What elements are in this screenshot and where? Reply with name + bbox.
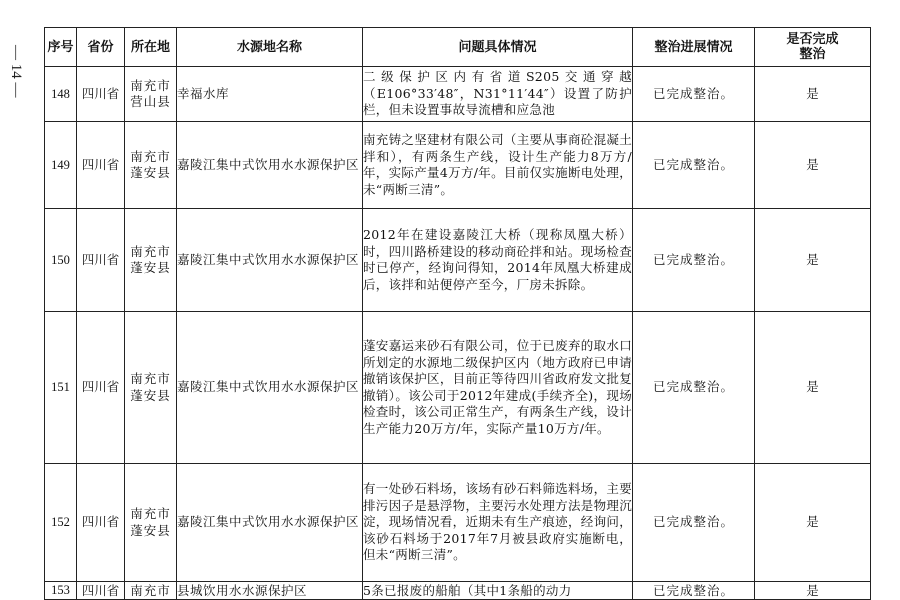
cell-water-source: 嘉陵江集中式饮用水水源保护区 [177, 464, 363, 582]
page-number: — 14 — [8, 44, 24, 98]
header-water-source: 水源地名称 [177, 28, 363, 67]
cell-province: 四川省 [77, 312, 125, 464]
cell-progress: 已完成整治。 [633, 67, 755, 122]
cell-location: 南充市蓬安县 [125, 464, 177, 582]
rectification-table [44, 27, 871, 600]
cell-serial: 149 [45, 122, 77, 209]
cell-serial: 150 [45, 209, 77, 312]
cell-water-source: 幸福水库 [177, 67, 363, 122]
cell-progress: 已完成整治。 [633, 582, 755, 600]
table-row [45, 67, 871, 122]
table-row [45, 209, 871, 312]
cell-completed: 是 [755, 312, 871, 464]
cell-issue: 5条已报废的船舶（其中1条船的动力 [363, 582, 633, 600]
header-location: 所在地 [125, 28, 177, 67]
header-progress: 整治进展情况 [633, 28, 755, 67]
cell-issue: 2012年在建设嘉陵江大桥（现称凤凰大桥）时，四川路桥建设的移动商砼拌和站。现场检查时已停产，经询问得知，2014年凤凰大桥建成后，该拌和站便停产至今，厂房未拆除。 [363, 209, 633, 312]
cell-province: 四川省 [77, 464, 125, 582]
cell-issue: 蓬安嘉运来砂石有限公司，位于已废弃的取水口所划定的水源地二级保护区内（地方政府已申请撤销该保护区，目前正等待四川省政府发文批复撤销）。该公司于2012年建成(手续齐全)，现场检查时，该公司正常生产，有两条生产线，设计生产能力20万方/年，实际产量10万方/年。 [363, 312, 633, 464]
cell-location: 南充市蓬安县 [125, 209, 177, 312]
cell-water-source: 嘉陵江集中式饮用水水源保护区 [177, 209, 363, 312]
cell-issue: 南充铸之坚建材有限公司（主要从事商砼混凝土拌和），有两条生产线，设计生产能力8万方/年，实际产量4万方/年。目前仅实施断电处理，未“两断三清”。 [363, 122, 633, 209]
cell-serial: 148 [45, 67, 77, 122]
header-completed: 是否完成 整治 [755, 28, 871, 67]
table-row [45, 122, 871, 209]
cell-water-source: 嘉陵江集中式饮用水水源保护区 [177, 122, 363, 209]
cell-completed: 是 [755, 122, 871, 209]
cell-location: 南充市 [125, 582, 177, 600]
cell-progress: 已完成整治。 [633, 312, 755, 464]
cell-completed: 是 [755, 67, 871, 122]
cell-location: 南充市营山县 [125, 67, 177, 122]
cell-province: 四川省 [77, 209, 125, 312]
cell-water-source: 县城饮用水水源保护区 [177, 582, 363, 600]
cell-serial: 151 [45, 312, 77, 464]
cell-issue: 有一处砂石料场，该场有砂石料筛选料场，主要排污因子是悬浮物，主要污水处理方法是物理沉淀，现场情况看，近期未有生产痕迹，经询问，该砂石料场于2017年7月被县政府实施断电，但未“两断三清”。 [363, 464, 633, 582]
cell-water-source: 嘉陵江集中式饮用水水源保护区 [177, 312, 363, 464]
header-province: 省份 [77, 28, 125, 67]
table-header-row [45, 28, 871, 67]
table-row [45, 312, 871, 464]
cell-completed: 是 [755, 209, 871, 312]
table-row [45, 582, 871, 600]
cell-progress: 已完成整治。 [633, 209, 755, 312]
table-row [45, 464, 871, 582]
cell-province: 四川省 [77, 67, 125, 122]
cell-completed: 是 [755, 582, 871, 600]
cell-province: 四川省 [77, 122, 125, 209]
cell-province: 四川省 [77, 582, 125, 600]
header-issue: 问题具体情况 [363, 28, 633, 67]
cell-serial: 153 [45, 582, 77, 600]
cell-serial: 152 [45, 464, 77, 582]
header-serial: 序号 [45, 28, 77, 67]
cell-location: 南充市蓬安县 [125, 122, 177, 209]
cell-location: 南充市蓬安县 [125, 312, 177, 464]
cell-progress: 已完成整治。 [633, 464, 755, 582]
cell-progress: 已完成整治。 [633, 122, 755, 209]
cell-issue: 二级保护区内有省道S205交通穿越（E106°33′48″，N31°11′44″）设置了防护栏，但未设置事故导流槽和应急池 [363, 67, 633, 122]
cell-completed: 是 [755, 464, 871, 582]
